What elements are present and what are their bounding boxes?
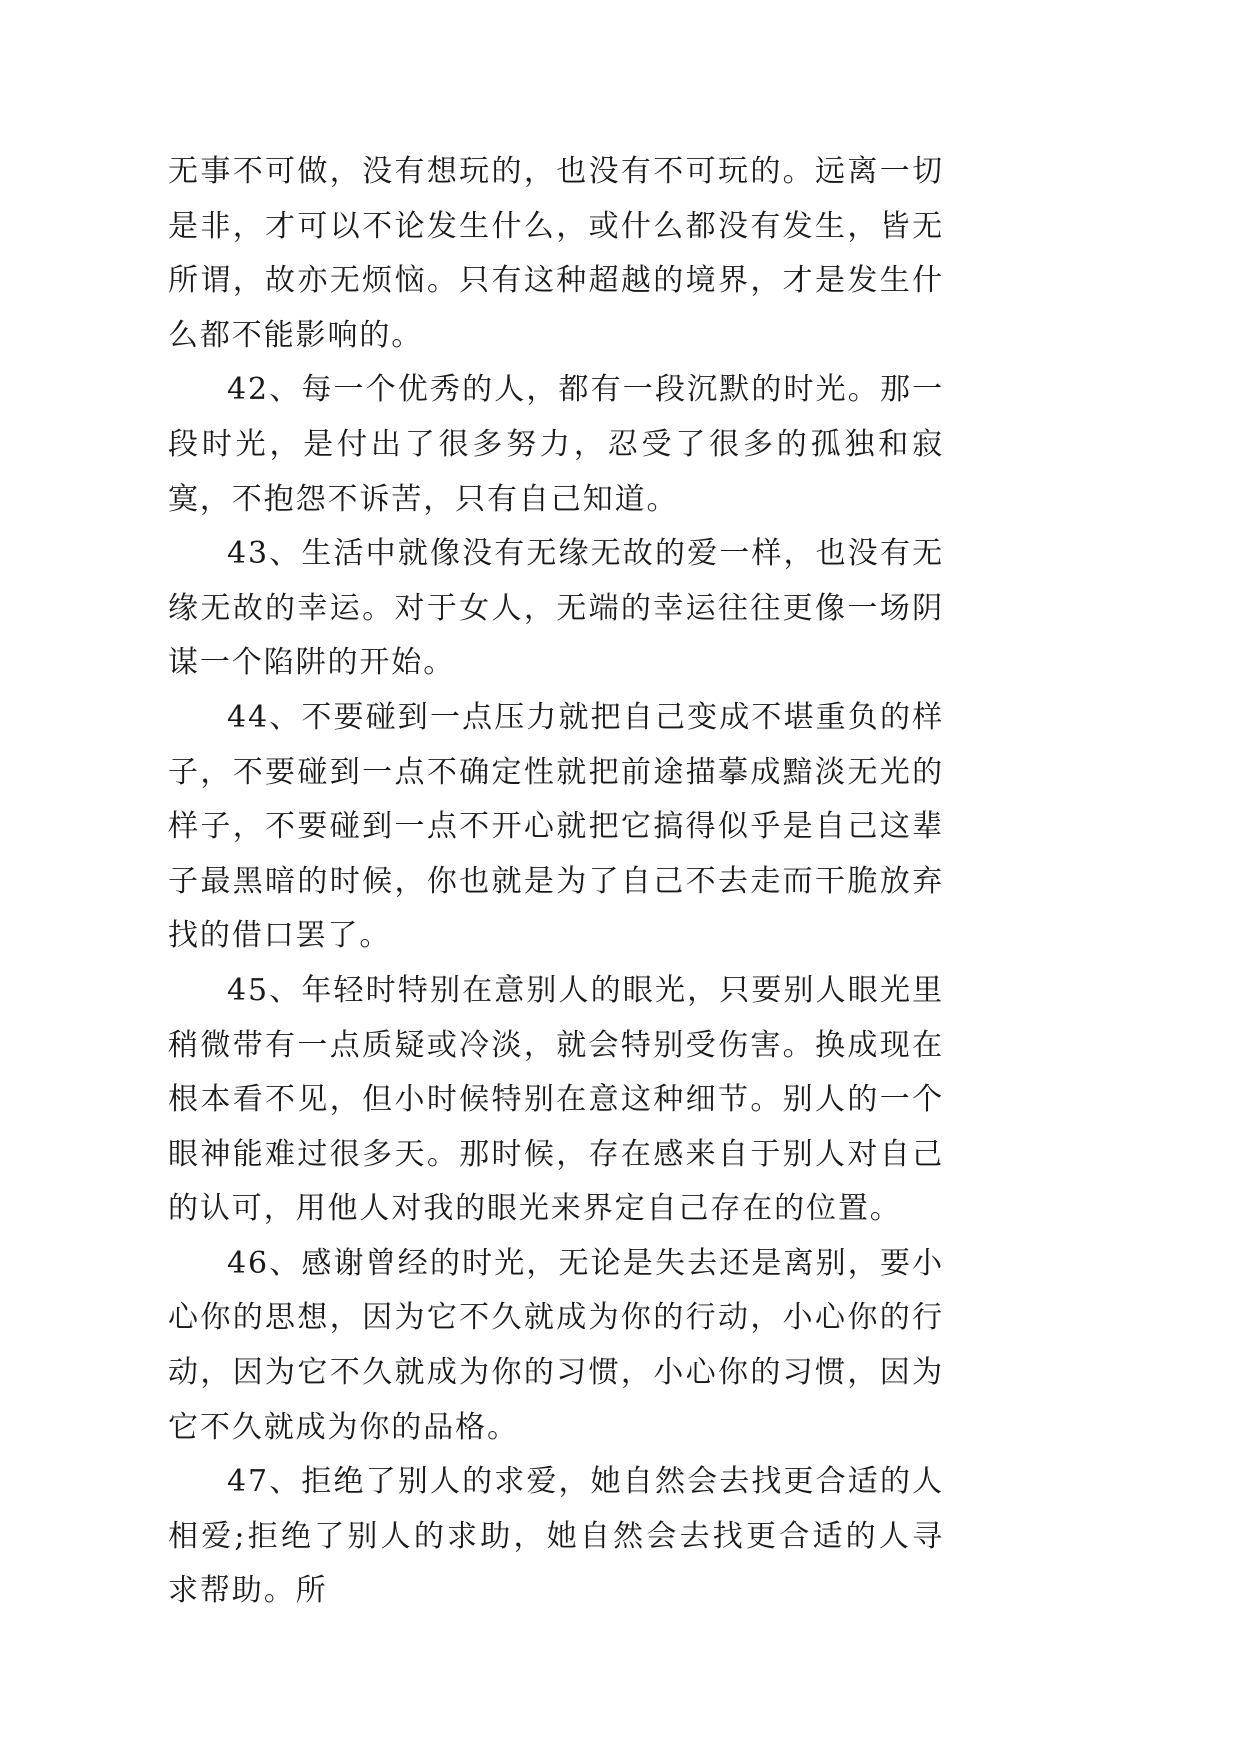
paragraph-45: 45、年轻时特别在意别人的眼光，只要别人眼光里稍微带有一点质疑或冷淡，就会特别受伤害。换成现在根本看不见，但小时候特别在意这种细节。别人的一个眼神能难过很多天。那时候，存在感来自于别人对自己的认可，用他人对我的眼光来界定自己存在的位置。: [168, 972, 944, 1227]
paragraph-46: 46、感谢曾经的时光，无论是失去还是离别，要小心你的思想，因为它不久就成为你的行动，小心你的行动，因为它不久就成为你的习惯，小心你的习惯，因为它不久就成为你的品格。: [168, 1245, 944, 1445]
document-body: [168, 145, 944, 1619]
paragraph-43: 43、生活中就像没有无缘无故的爱一样，也没有无缘无故的幸运。对于女人，无端的幸运往往更像一场阴谋一个陷阱的开始。: [168, 536, 944, 681]
paragraph-44: 44、不要碰到一点压力就把自己变成不堪重负的样子，不要碰到一点不确定性就把前途描摹成黯淡无光的样子，不要碰到一点不开心就把它搞得似乎是自己这辈子最黑暗的时候，你也就是为了自己不去走而干脆放弃找的借口罢了。: [168, 699, 944, 954]
paragraph-41-continued: 无事不可做，没有想玩的，也没有不可玩的。远离一切是非，才可以不论发生什么，或什么都没有发生，皆无所谓，故亦无烦恼。只有这种超越的境界，才是发生什么都不能影响的。: [168, 154, 944, 353]
paragraph-42: 42、每一个优秀的人，都有一段沉默的时光。那一段时光，是付出了很多努力，忍受了很多的孤独和寂寞，不抱怨不诉苦，只有自己知道。: [168, 372, 944, 517]
paragraph-47: 47、拒绝了别人的求爱，她自然会去找更合适的人相爱;拒绝了别人的求助，她自然会去找更合适的人寻求帮助。所: [168, 1464, 944, 1609]
